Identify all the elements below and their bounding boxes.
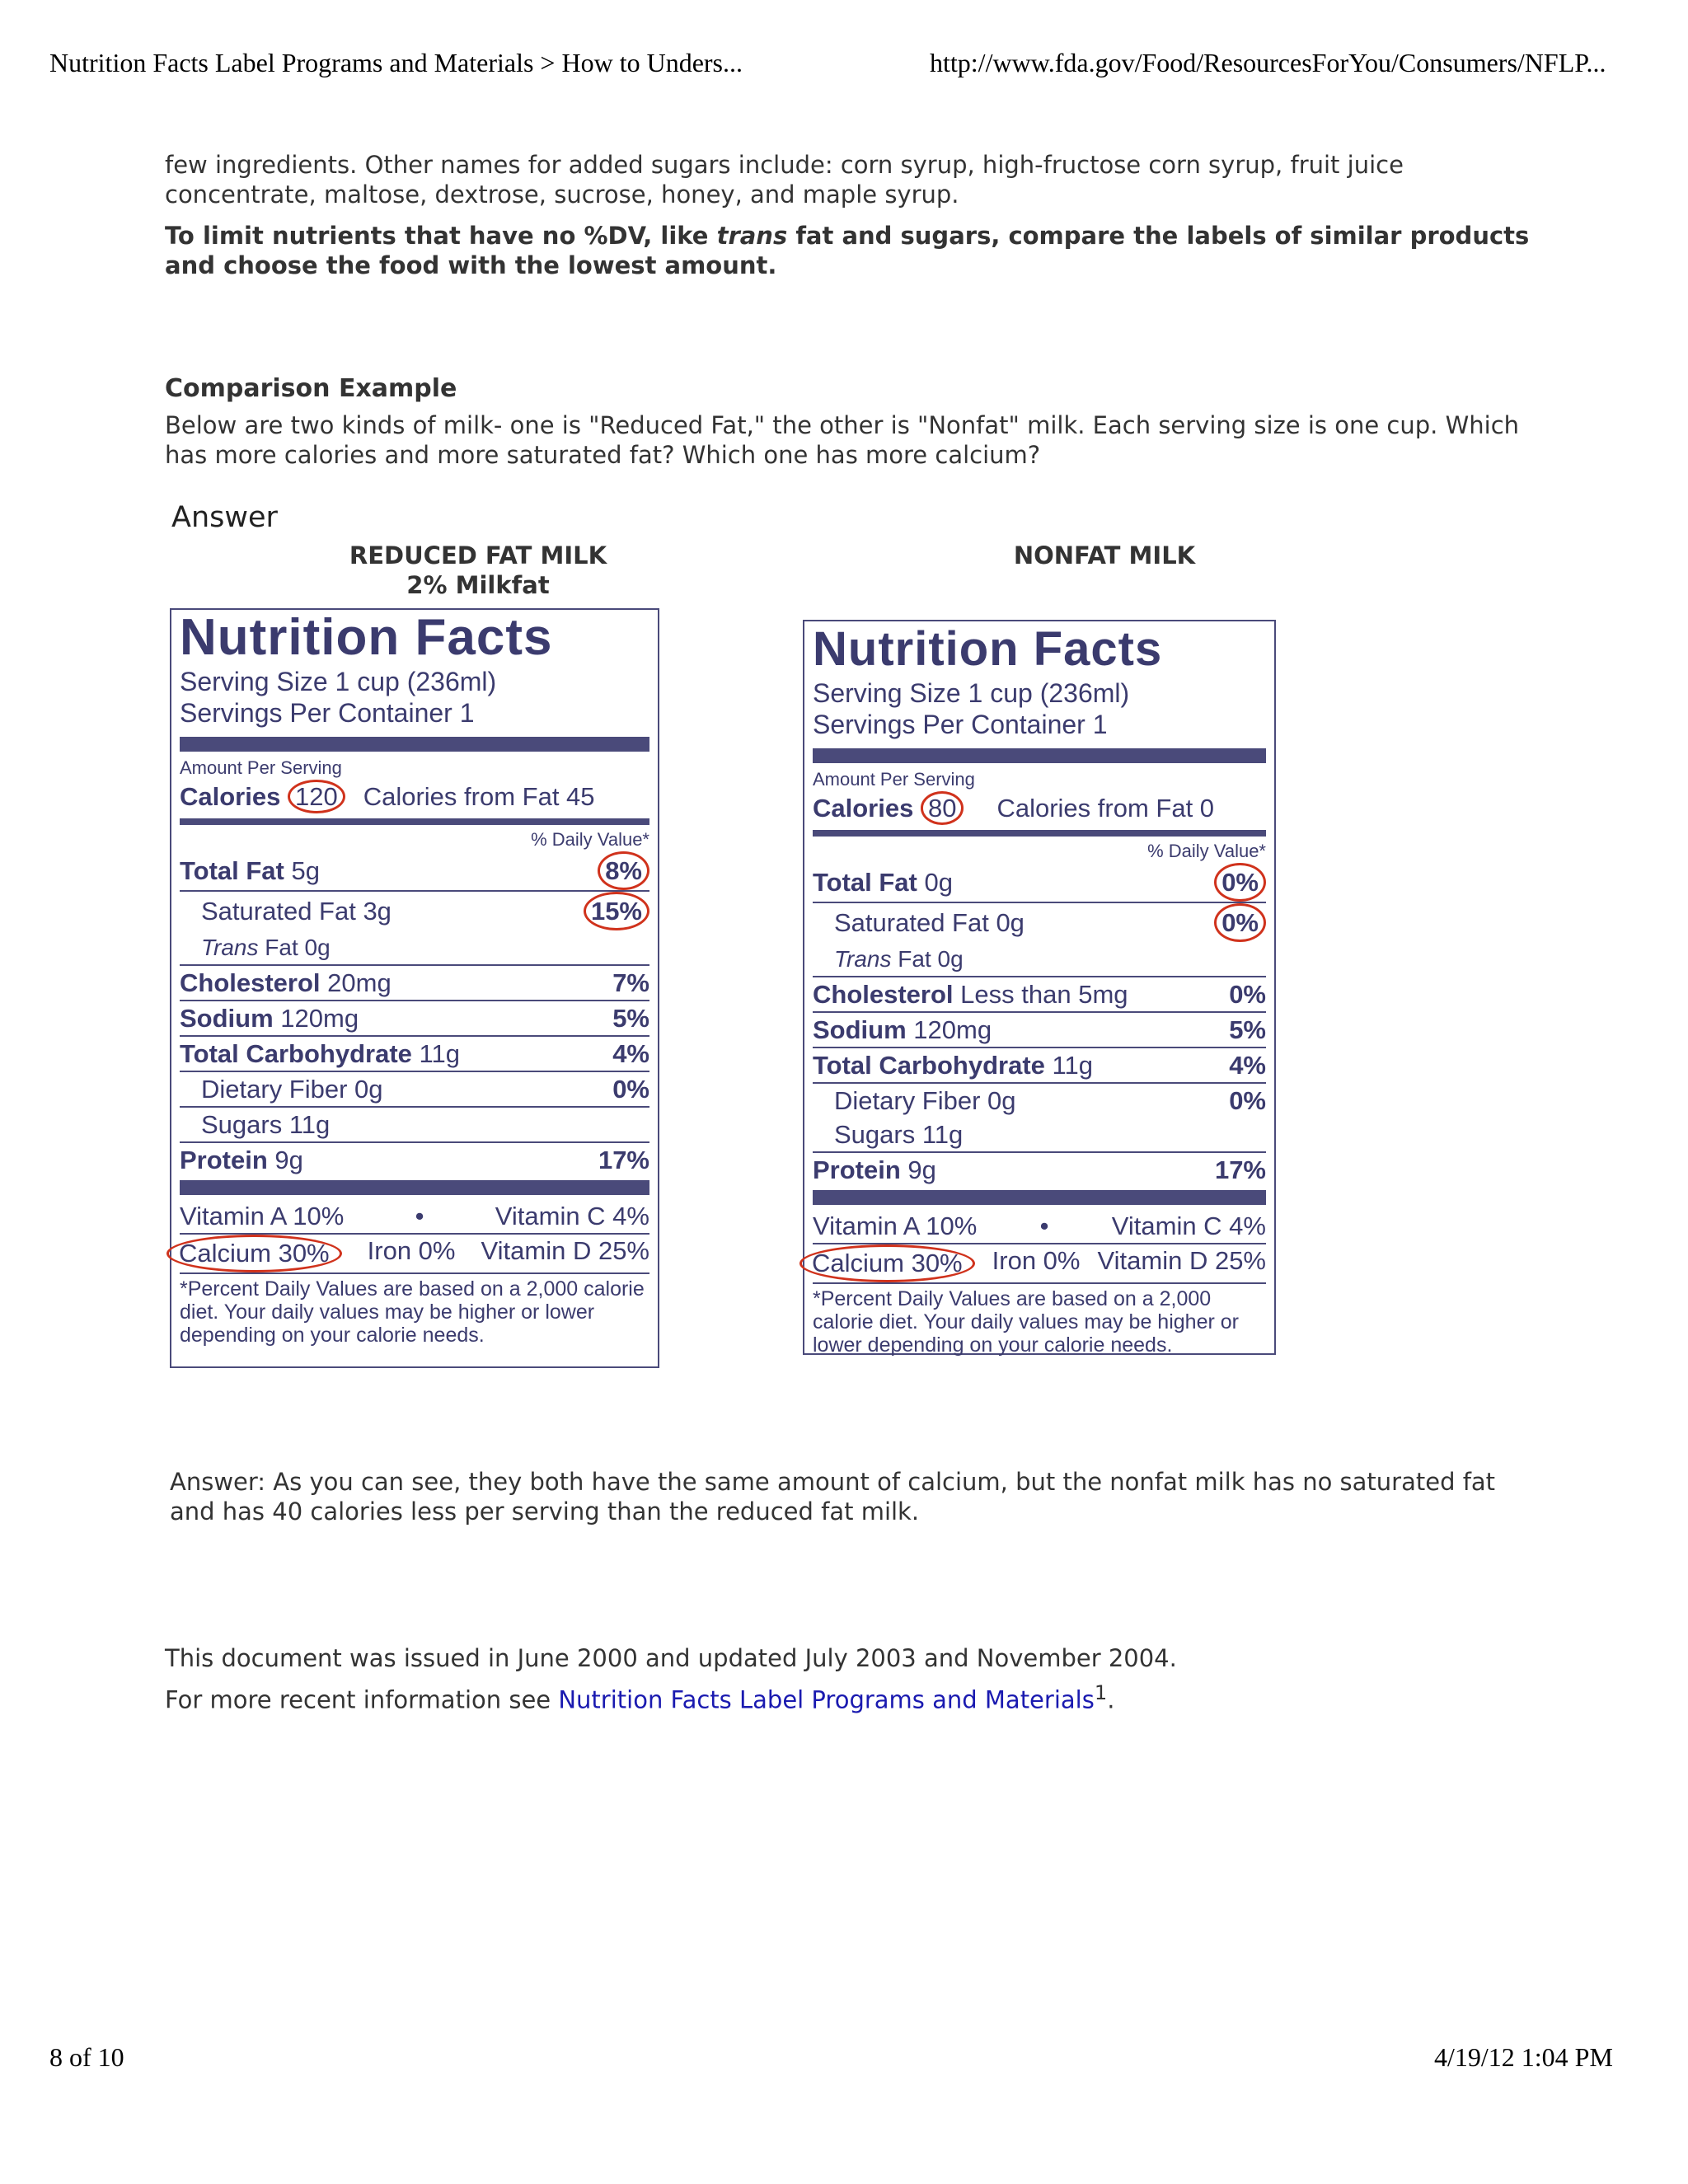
sat-fat-row	[813, 903, 1266, 942]
sat-fat-label: Saturated Fat 0g	[834, 908, 1025, 937]
total-fat-label: Total Fat	[813, 868, 917, 897]
sugars-label: Sugars 11g	[834, 1120, 964, 1149]
sugars-row	[180, 1108, 649, 1143]
cholesterol-value: Less than 5mg	[960, 980, 1128, 1009]
sat-fat-pct: 15%	[584, 892, 649, 930]
protein-pct: 17%	[1214, 1155, 1266, 1184]
carb-label: Total Carbohydrate	[813, 1051, 1045, 1080]
thick-rule	[180, 737, 649, 752]
total-fat-pct: 8%	[598, 851, 649, 890]
fiber-row	[180, 1072, 649, 1108]
footnote-ref: 1	[1094, 1681, 1108, 1704]
calories-label: Calories	[180, 782, 281, 811]
total-fat-row	[813, 863, 1266, 903]
thick-rule	[813, 748, 1266, 763]
protein-row	[813, 1153, 1266, 1187]
nonfat-nutrition-label	[803, 620, 1276, 1355]
fiber-pct: 0%	[612, 1075, 649, 1104]
calories-value: 80	[921, 791, 964, 825]
sodium-label: Sodium	[813, 1015, 907, 1044]
tip-trans: trans	[716, 222, 788, 250]
trans-value: Fat 0g	[258, 935, 331, 960]
servings-per-container: Servings Per Container 1	[813, 710, 1108, 739]
reduced-fat-title-line2: 2% Milkfat	[406, 571, 550, 599]
vitamin-row-1	[180, 1200, 649, 1235]
vitamin-row-1	[813, 1210, 1266, 1244]
thick-rule-bottom	[813, 1190, 1266, 1205]
vitamin-c: Vitamin C 4%	[1111, 1212, 1266, 1240]
carb-value: 11g	[419, 1039, 460, 1068]
reduced-fat-title-line1: REDUCED FAT MILK	[349, 541, 607, 569]
sodium-value: 120mg	[913, 1015, 992, 1044]
calories-from-fat: Calories from Fat 45	[363, 782, 595, 811]
page-number: 8 of 10	[49, 2042, 124, 2072]
carb-pct: 4%	[1229, 1051, 1266, 1080]
carb-row	[180, 1037, 649, 1072]
sodium-row	[180, 1001, 649, 1037]
tip-text-2: fat and sugars, compare the labels of similar products and choose the food with the lowest amount.	[165, 222, 1530, 279]
vitamin-d: Vitamin D 25%	[1097, 1246, 1266, 1275]
cholesterol-label: Cholesterol	[180, 968, 321, 997]
protein-value: 9g	[907, 1155, 936, 1184]
page-url: http://www.fda.gov/Food/ResourcesForYou/Consumers/NFLP...	[930, 48, 1606, 77]
trans-fat-row	[813, 942, 1266, 977]
calories-from-fat: Calories from Fat 0	[996, 794, 1215, 823]
sugars-row	[813, 1118, 1266, 1153]
cholesterol-row	[813, 977, 1266, 1013]
more-info-prefix: For more recent information see	[165, 1685, 559, 1714]
protein-row	[180, 1143, 649, 1177]
calories-row	[813, 791, 1266, 825]
daily-value-header: % Daily Value*	[531, 829, 649, 850]
iron: Iron 0%	[992, 1246, 1081, 1275]
fiber-row	[813, 1084, 1266, 1118]
total-fat-label: Total Fat	[180, 856, 284, 885]
vitamin-row-2	[813, 1244, 1266, 1284]
carb-row	[813, 1048, 1266, 1084]
carb-pct: 4%	[612, 1039, 649, 1068]
calcium: Calcium 30%	[799, 1244, 975, 1282]
protein-value: 9g	[274, 1146, 303, 1174]
serving-size: Serving Size 1 cup (236ml)	[180, 667, 497, 696]
amount-per-serving: Amount Per Serving	[813, 769, 975, 790]
print-datetime: 4/19/12 1:04 PM	[1434, 2042, 1613, 2072]
cholesterol-row	[180, 966, 649, 1001]
servings-per-container: Servings Per Container 1	[180, 698, 475, 728]
fiber-label: Dietary Fiber 0g	[201, 1075, 383, 1104]
vitamin-c: Vitamin C 4%	[495, 1202, 649, 1230]
cholesterol-pct: 0%	[1229, 980, 1266, 1009]
answer-paragraph: Answer: As you can see, they both have the same amount of calcium, but the nonfat milk has no saturated fat and has 40 calories less per serving than the reduced fat milk.	[170, 1468, 1496, 1526]
calories-value: 120	[288, 780, 345, 813]
iron: Iron 0%	[367, 1236, 456, 1265]
sodium-row	[813, 1013, 1266, 1048]
vitamin-d: Vitamin D 25%	[481, 1236, 649, 1265]
sat-fat-pct: 0%	[1214, 903, 1266, 942]
nutrition-facts-link[interactable]: Nutrition Facts Label Programs and Materials	[558, 1685, 1095, 1714]
cholesterol-value: 20mg	[327, 968, 392, 997]
total-fat-row	[180, 851, 649, 892]
protein-label: Protein	[180, 1146, 268, 1174]
trans-value: Fat 0g	[891, 946, 964, 972]
comparison-heading: Comparison Example	[165, 374, 457, 403]
trans-label: Trans	[834, 946, 892, 972]
sat-fat-label: Saturated Fat 3g	[201, 897, 392, 926]
sodium-pct: 5%	[612, 1004, 649, 1033]
total-fat-value: 0g	[924, 868, 953, 897]
page-title: Nutrition Facts Label Programs and Materials > How to Unders...	[49, 48, 743, 77]
added-sugars-paragraph: few ingredients. Other names for added sugars include: corn syrup, high-fructose corn syrup, fruit juice concentrate, maltose, dextrose, sucrose, honey, and maple syrup.	[165, 151, 1404, 209]
nonfat-title: NONFAT MILK	[1013, 541, 1196, 569]
limit-nutrients-tip	[165, 221, 1550, 280]
calcium: Calcium 30%	[166, 1235, 342, 1272]
sodium-pct: 5%	[1229, 1015, 1266, 1044]
total-fat-pct: 0%	[1214, 863, 1266, 902]
fiber-pct: 0%	[1229, 1086, 1266, 1115]
protein-label: Protein	[813, 1155, 901, 1184]
sugars-label: Sugars 11g	[201, 1110, 331, 1139]
fiber-label: Dietary Fiber 0g	[834, 1086, 1016, 1115]
calories-label: Calories	[813, 794, 914, 823]
answer-heading: Answer	[171, 501, 278, 534]
reduced-fat-nutrition-label	[170, 608, 659, 1368]
bullet: •	[415, 1202, 424, 1230]
carb-label: Total Carbohydrate	[180, 1039, 412, 1068]
carb-value: 11g	[1052, 1051, 1093, 1080]
vitamin-a: Vitamin A 10%	[180, 1202, 345, 1230]
amount-per-serving: Amount Per Serving	[180, 757, 342, 778]
tip-text-1: To limit nutrients that have no %DV, like	[165, 222, 717, 250]
more-info-line	[165, 1678, 1550, 1715]
vitamin-a: Vitamin A 10%	[813, 1212, 978, 1240]
trans-fat-row	[180, 930, 649, 966]
comparison-question: Below are two kinds of milk- one is "Reduced Fat," the other is "Nonfat" milk. Each serving size is one cup. Which has more calories and more saturated fat? Which one has more calcium?	[165, 411, 1520, 469]
sat-fat-row	[180, 892, 649, 930]
reduced-fat-title	[313, 541, 643, 600]
thick-rule-bottom	[180, 1180, 649, 1195]
medium-rule	[180, 818, 649, 825]
nf-title: Nutrition Facts	[180, 609, 553, 666]
total-fat-value: 5g	[291, 856, 320, 885]
trans-label: Trans	[201, 935, 259, 960]
daily-value-header: % Daily Value*	[1147, 841, 1266, 861]
more-info-suffix: .	[1107, 1685, 1115, 1714]
nf-title: Nutrition Facts	[813, 622, 1163, 676]
cholesterol-pct: 7%	[612, 968, 649, 997]
serving-size: Serving Size 1 cup (236ml)	[813, 678, 1130, 708]
sodium-label: Sodium	[180, 1004, 274, 1033]
protein-pct: 17%	[598, 1146, 649, 1174]
cholesterol-label: Cholesterol	[813, 980, 954, 1009]
sodium-value: 120mg	[280, 1004, 359, 1033]
label-footnote: *Percent Daily Values are based on a 2,000 calorie diet. Your daily values may be higher or lower depending on your calorie needs.	[180, 1277, 645, 1347]
vitamin-row-2	[180, 1235, 649, 1274]
label-footnote: *Percent Daily Values are based on a 2,000 calorie diet. Your daily values may be higher or lower depending on your calorie needs.	[813, 1287, 1239, 1357]
issued-note: This document was issued in June 2000 and updated July 2003 and November 2004.	[165, 1644, 1177, 1672]
calories-row	[180, 780, 649, 813]
medium-rule	[813, 830, 1266, 837]
bullet: •	[1039, 1212, 1049, 1240]
